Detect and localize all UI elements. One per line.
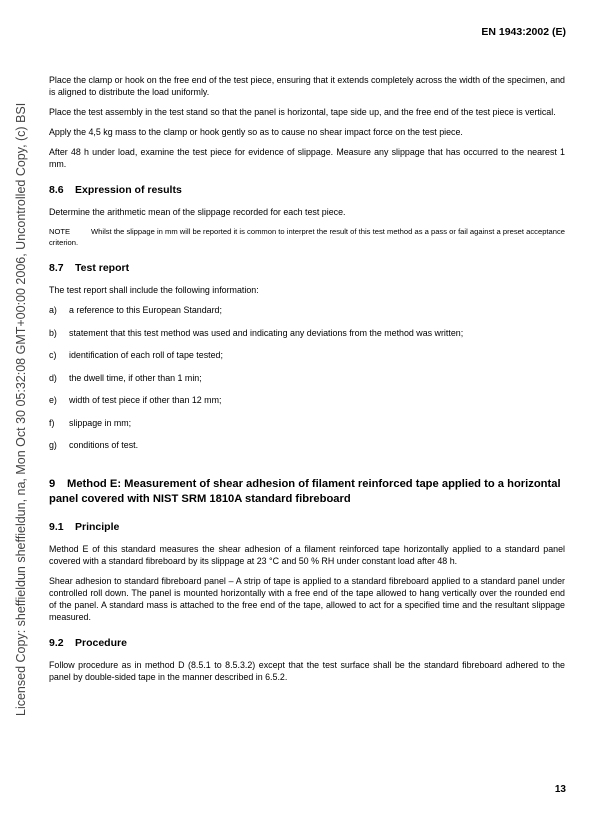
document-header: EN 1943:2002 (E) [481, 26, 566, 38]
note-text: Whilst the slippage in mm will be reported it is common to interpret the result of this test method as a pass or fail against a preset acceptance criterion. [49, 227, 565, 247]
section-heading-8-7 [49, 262, 565, 274]
list-letter: f) [49, 417, 55, 428]
test-report-list [49, 304, 565, 451]
list-text: identification of each roll of tape tested; [69, 350, 223, 360]
section-heading-8-6 [49, 184, 565, 196]
license-watermark: Licensed Copy: sheffieldun sheffieldun, na, Mon Oct 30 05:32:08 GMT+00:00 2006, Uncontrolled Copy, (c) BSI [14, 102, 28, 716]
paragraph: Place the test assembly in the test stand so that the panel is horizontal, tape side up, and the free end of the test piece is vertical. [49, 107, 556, 117]
paragraph: Shear adhesion to standard fibreboard panel – A strip of tape is applied to a standard fibreboard applied to a standard panel under controlled roll down. The panel is mounted horizontally with a free end of the tape allowed to hang vertically over the rounded end of the panel. A standard mass is attached to the free end of the tape, allowed to act for a specified time and the resultant slippage measured. [49, 576, 565, 622]
section-title: Method E: Measurement of shear adhesion of filament reinforced tape applied to a horizontal panel covered with NIST SRM 1810A standard fibreboard [49, 478, 561, 505]
list-text: conditions of test. [69, 440, 139, 450]
paragraph: Place the clamp or hook on the free end of the test piece, ensuring that it extends completely across the width of the specimen, and is aligned to distribute the load uniformly. [49, 75, 565, 97]
list-text: width of test piece if other than 12 mm; [69, 395, 222, 405]
list-letter: e) [49, 395, 57, 405]
list-letter: g) [49, 440, 57, 450]
section-number: 9 [49, 478, 56, 490]
note [49, 226, 565, 248]
paragraph: Determine the arithmetic mean of the slippage recorded for each test piece. [49, 207, 346, 217]
section-number: 8.6 [49, 184, 64, 196]
page-content [49, 74, 565, 691]
section-number: 9.1 [49, 521, 64, 533]
section-heading-9 [49, 477, 565, 507]
list-letter: a) [49, 305, 57, 315]
list-letter: d) [49, 372, 57, 383]
list-item [49, 394, 565, 406]
list-item [49, 439, 565, 451]
list-text: a reference to this European Standard; [69, 305, 222, 315]
list-letter: c) [49, 350, 57, 360]
section-title: Procedure [75, 637, 127, 649]
list-letter: b) [49, 327, 57, 338]
paragraph: Method E of this standard measures the shear adhesion of a filament reinforced tape horizontally applied to a standard panel covered with a standard fibreboard by its slippage at 23 °C and 50 % RH under constant load after 48 h. [49, 544, 565, 566]
paragraph: After 48 h under load, examine the test piece for evidence of slippage. Measure any slippage that has occurred to the nearest 1 mm. [49, 147, 565, 169]
section-heading-9-1 [49, 521, 565, 533]
list-item [49, 417, 565, 429]
section-number: 9.2 [49, 637, 64, 649]
section-title: Expression of results [75, 184, 182, 196]
section-heading-9-2 [49, 637, 565, 649]
list-text: statement that this test method was used and indicating any deviations from the method was written; [69, 327, 464, 338]
list-item [49, 372, 565, 384]
note-label: NOTE [49, 227, 71, 236]
section-number: 8.7 [49, 262, 64, 274]
paragraph: The test report shall include the following information: [49, 285, 259, 295]
paragraph: Apply the 4,5 kg mass to the clamp or hook gently so as to cause no shear impact force on the test piece. [49, 127, 463, 137]
list-text: slippage in mm; [69, 417, 132, 428]
list-item [49, 327, 565, 339]
page-number: 13 [554, 784, 566, 795]
section-title: Test report [75, 262, 130, 274]
list-text: the dwell time, if other than 1 min; [69, 372, 202, 383]
paragraph: Follow procedure as in method D (8.5.1 to 8.5.3.2) except that the test surface shall be the standard fibreboard adhered to the panel by double-sided tape in the manner described in 6.5.2. [49, 660, 565, 682]
section-title: Principle [75, 521, 120, 533]
list-item [49, 349, 565, 361]
list-item [49, 304, 565, 316]
